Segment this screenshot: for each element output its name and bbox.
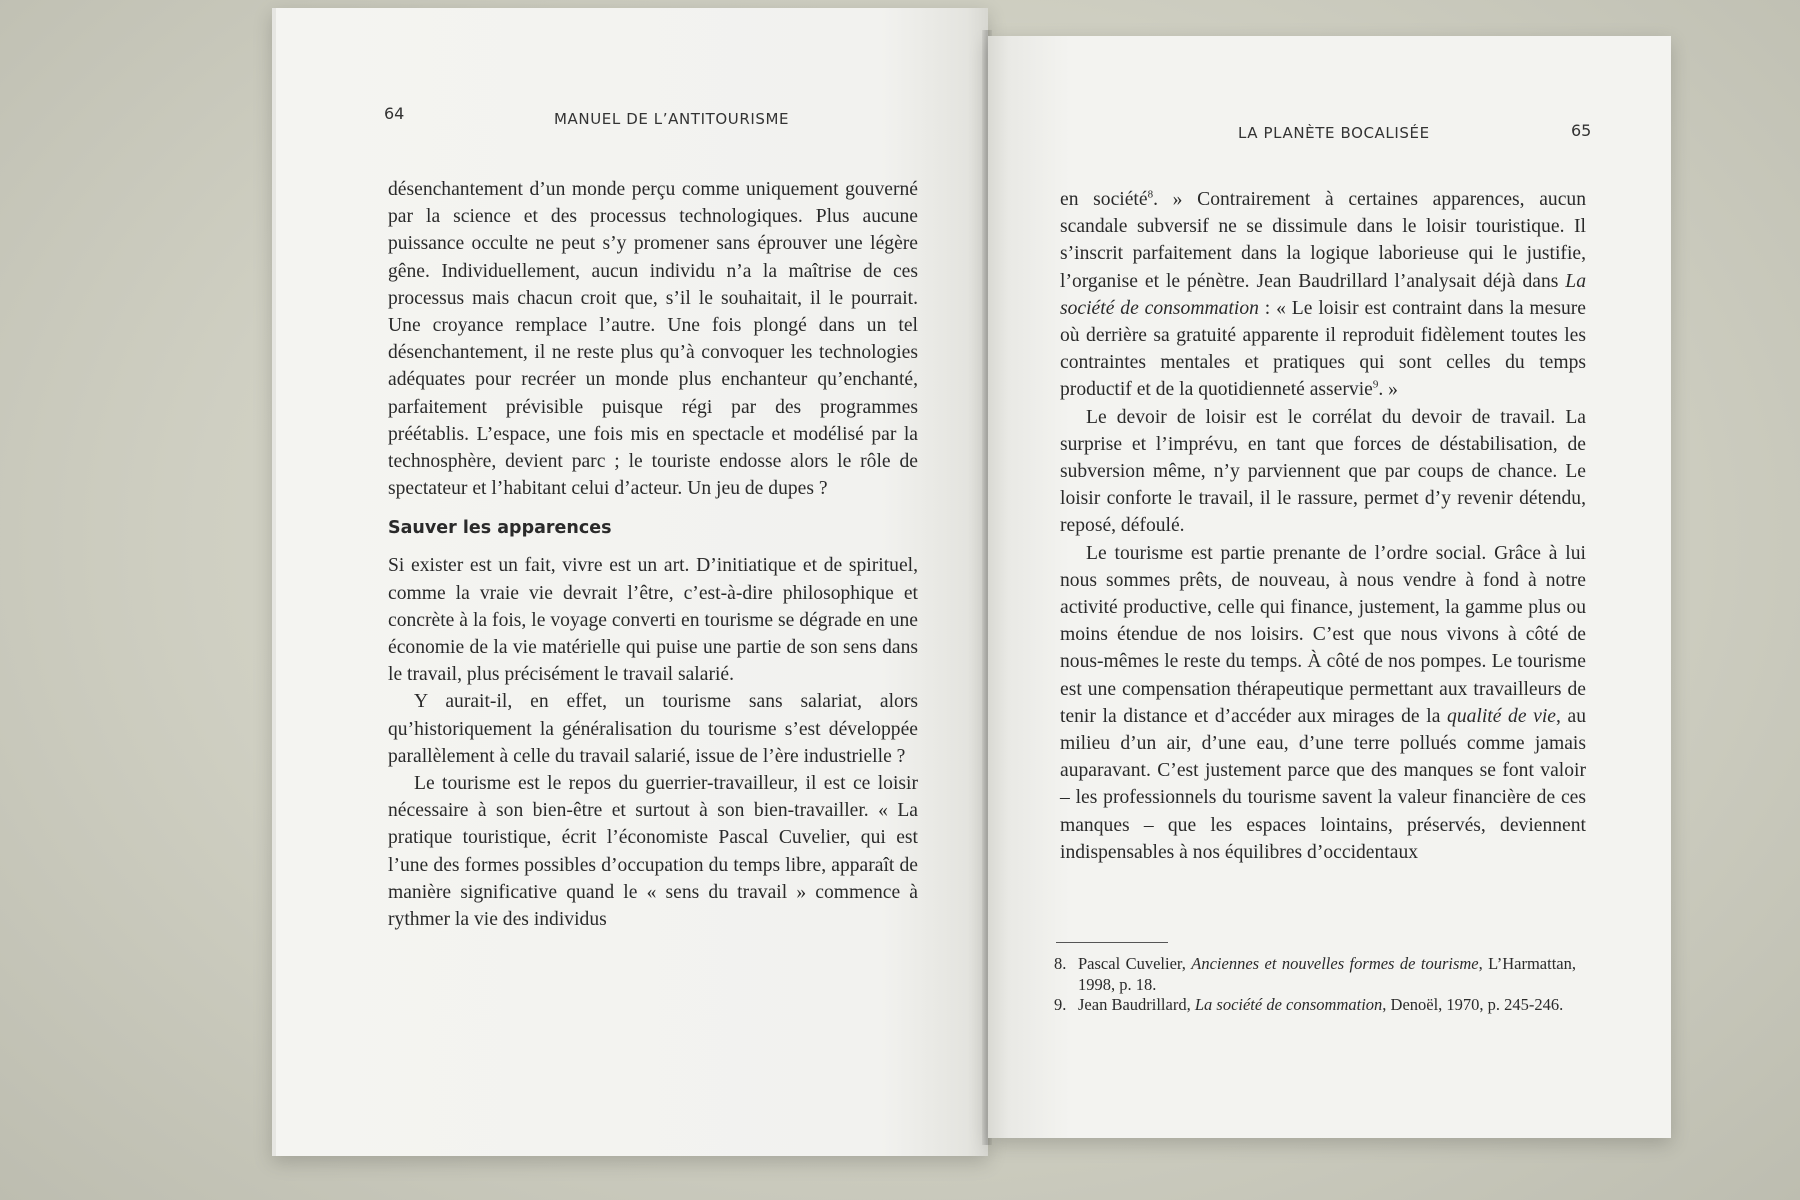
paragraph: Y aurait-il, en effet, un tourisme sans salariat, alors qu’historiquement la généralisation du tourisme s’est développée parallèlement à celle du travail salarié, issue de l’ère industrielle ? <box>388 691 918 767</box>
footnotes <box>1054 954 1576 1016</box>
running-head-left: MANUEL DE L’ANTITOURISME <box>554 110 790 128</box>
footnote <box>1054 995 1576 1016</box>
footnote-number: 9. <box>1054 995 1067 1014</box>
paragraph: désenchantement d’un monde perçu comme uniquement gouverné par la science et des processus technologiques. Plus aucune puissance occulte ne peut s’y promener sans éprouver une légère gêne. Individuellement, aucun individu n’a la maîtrise de ces processus mais chacun croit que, s’il le souhaitait, il le pourrait. Une croyance remplace l’autre. Une fois plongé dans un tel désenchantement, il ne reste plus qu’à convoquer les technologies adéquates pour recréer un monde plus enchanteur qu’enchanté, parfaitement prévisible puisque régi par des programmes préétablis. L’espace, une fois mis en spectacle et modélisé par la technosphère, devient parc ; le touriste endosse alors le rôle de spectateur et l’habitant celui d’acteur. Un jeu de dupes ? <box>388 179 918 500</box>
footnote-title: La société de consommation <box>1194 995 1383 1014</box>
page-number-left: 64 <box>384 104 405 123</box>
paragraph <box>1060 540 1586 866</box>
text-run: Le tourisme est partie prenante de l’ordre social. Grâce à lui nous sommes prêts, de nouveau, à nous vendre à fond à notre activité productive, celle qui finance, justement, la gamme plus ou moins étendue de nos loisirs. C’est que nous vivons à côté de nous-mêmes le reste du temps. À côté de nos pompes. Le tourisme est une compensation thérapeutique permettant aux travailleurs de tenir la distance et d’accéder aux mirages de la <box>1060 542 1586 727</box>
paragraph: Le devoir de loisir est le corrélat du devoir de travail. La surprise et l’imprévu, en tant que forces de déstabilisation, de subversion même, n’y parviennent que par coups de chance. Le loisir conforte le travail, il le rassure, permet d’y revenir détendu, reposé, défoulé. <box>1060 406 1586 537</box>
footnote-rule <box>1056 942 1168 943</box>
text-run: . » Contrairement à certaines apparences, aucun scandale subversif ne se dissimule dans le loisir touristique. Il s’inscrit parfaitement dans la logique laborieuse qui le justifie, l’organise et le pénètre. Jean Baudrillard l’analysait déjà dans <box>1060 189 1587 292</box>
text-run: , au milieu d’un air, d’une eau, d’une terre pollués comme jamais auparavant. C’est justement parce que des manques se font valoir – les professionnels du tourisme savent la valeur financière de ces manques – que les espaces lointains, préservés, deviennent indispensables à nos équilibres d’occidentaux <box>1060 705 1587 863</box>
footnote-title: Anciennes et nouvelles formes de tourisme <box>1191 954 1479 973</box>
paragraph: Le tourisme est le repos du guerrier-travailleur, il est ce loisir nécessaire à son bien-être et surtout à son bien-travailler. « La pratique touristique, écrit l’économiste Pascal Cuvelier, qui est l’une des formes possibles d’occupation du temps libre, apparaît de manière significative quand le « sens du travail » commence à rythmer la vie des individus <box>388 773 918 931</box>
footnote-ref: 8 <box>1147 188 1154 201</box>
footnote-ref: 9 <box>1372 378 1379 391</box>
paragraph: Si exister est un fait, vivre est un art. D’initiatique et de spirituel, comme la vraie vie devrait l’être, c’est-à-dire philosophique et concrète à la fois, le voyage converti en tourisme se dégrade en une économie de la vie matérielle qui puise une partie de son sens dans le travail, plus précisément le travail salarié. <box>388 555 918 686</box>
footnote-text <box>1078 954 1576 995</box>
section-heading: Sauver les apparences <box>388 518 612 539</box>
text-run: en société <box>1060 189 1148 210</box>
footnote-author: Jean Baudrillard, <box>1078 995 1195 1014</box>
text-run: . » <box>1378 379 1398 401</box>
page-number-right: 65 <box>1571 121 1592 140</box>
footnote-publisher: , L’Harmattan, 1998, p. 18. <box>1078 954 1577 994</box>
paragraph <box>1060 186 1586 404</box>
footnote-author: Pascal Cuvelier, <box>1078 954 1192 973</box>
right-page-body <box>1060 186 1586 866</box>
footnote-number: 8. <box>1054 954 1067 973</box>
left-page-body <box>388 176 918 933</box>
footnote-publisher: , Denoël, 1970, p. 245-246. <box>1382 995 1564 1014</box>
running-head-right: LA PLANÈTE BOCALISÉE <box>1238 124 1430 142</box>
text-run: : « Le loisir est contraint dans la mesure où derrière sa gratuité apparente il reproduit fidèlement toutes les contraintes mentales et pratiques qui sont celles du temps productif et de la quotidienneté asservie <box>1060 297 1587 401</box>
emphasis: qualité de vie <box>1447 705 1556 727</box>
footnote-text <box>1078 995 1576 1016</box>
footnote <box>1054 954 1576 995</box>
book-title: La société de consommation <box>1060 270 1586 319</box>
